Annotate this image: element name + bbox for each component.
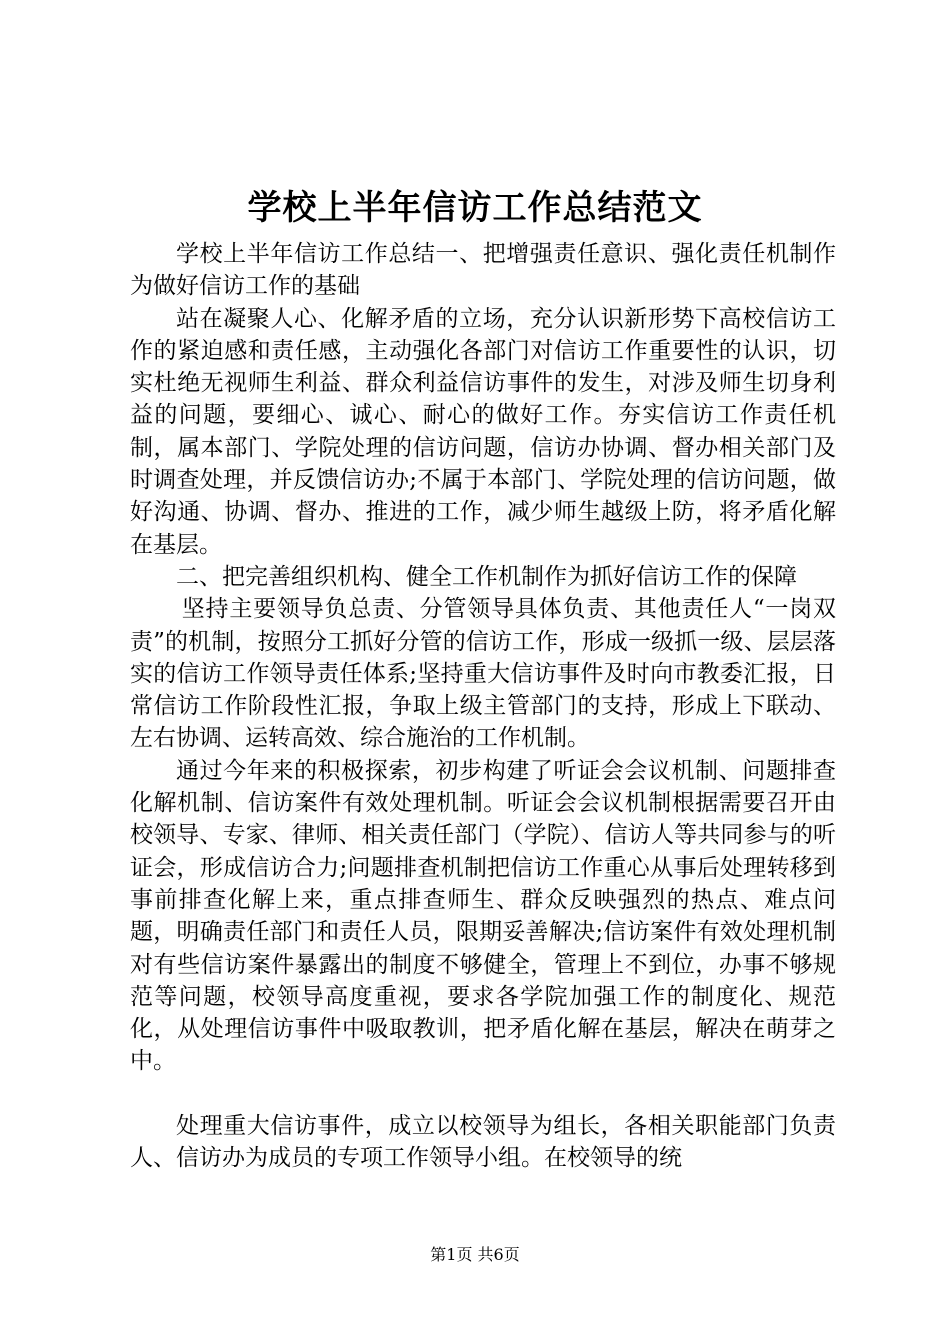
paragraph-2: 站在凝聚人心、化解矛盾的立场，充分认识新形势下高校信访工作的紧迫感和责任感，主动强化各部门对信访工作重要性的认识，切实杜绝无视师生利益、群众利益信访事件的发生，对涉及师生切身利益的问题，要细心、诚心、耐心的做好工作。夯实信访工作责任机制，属本部门、学院处理的信访问题，信访办协调、督办相关部门及时调查处理，并反馈信访办;不属于本部门、学院处理的信访问题，做好沟通、协调、督办、推进的工作，减少师生越级上防，将矛盾化解在基层。 bbox=[130, 305, 836, 558]
paragraph-3: 二、把完善组织机构、健全工作机制作为抓好信访工作的保障 bbox=[176, 563, 797, 590]
paragraph-5: 通过今年来的积极探索，初步构建了听证会会议机制、问题排查化解机制、信访案件有效处理机制。听证会会议机制根据需要召开由校领导、专家、律师、相关责任部门（学院）、信访人等共同参与的听证会，形成信访合力;问题排查机制把信访工作重心从事后处理转移到事前排查化解上来，重点排查师生、群众反映强烈的热点、难点问题，明确责任部门和责任人员，限期妥善解决;信访案件有效处理机制对有些信访案件暴露出的制度不够健全，管理上不到位，办事不够规范等问题，校领导高度重视，要求各学院加强工作的制度化、规范化，从处理信访事件中吸取教训，把矛盾化解在基层，解决在萌芽之中。 bbox=[130, 757, 836, 1075]
document-body bbox=[130, 238, 836, 1174]
paragraph-1: 学校上半年信访工作总结一、把增强责任意识、强化责任机制作为做好信访工作的基础 bbox=[130, 241, 836, 300]
paragraph-spacer bbox=[130, 1078, 836, 1110]
page-number: 第1页 共6页 bbox=[430, 1245, 520, 1264]
paragraph-6: 处理重大信访事件，成立以校领导为组长，各相关职能部门负责人、信访办为成员的专项工作领导小组。在校领导的统 bbox=[130, 1112, 836, 1172]
paragraph-4: 坚持主要领导负总责、分管领导具体负责、其他责任人“一岗双责”的机制，按照分工抓好分管的信访工作，形成一级抓一级、层层落实的信访工作领导责任体系;坚持重大信访事件及时向市教委汇报，日常信访工作阶段性汇报，争取上级主管部门的支持，形成上下联动、左右协调、运转高效、综合施治的工作机制。 bbox=[130, 596, 836, 752]
document-title: 学校上半年信访工作总结范文 bbox=[247, 188, 703, 228]
